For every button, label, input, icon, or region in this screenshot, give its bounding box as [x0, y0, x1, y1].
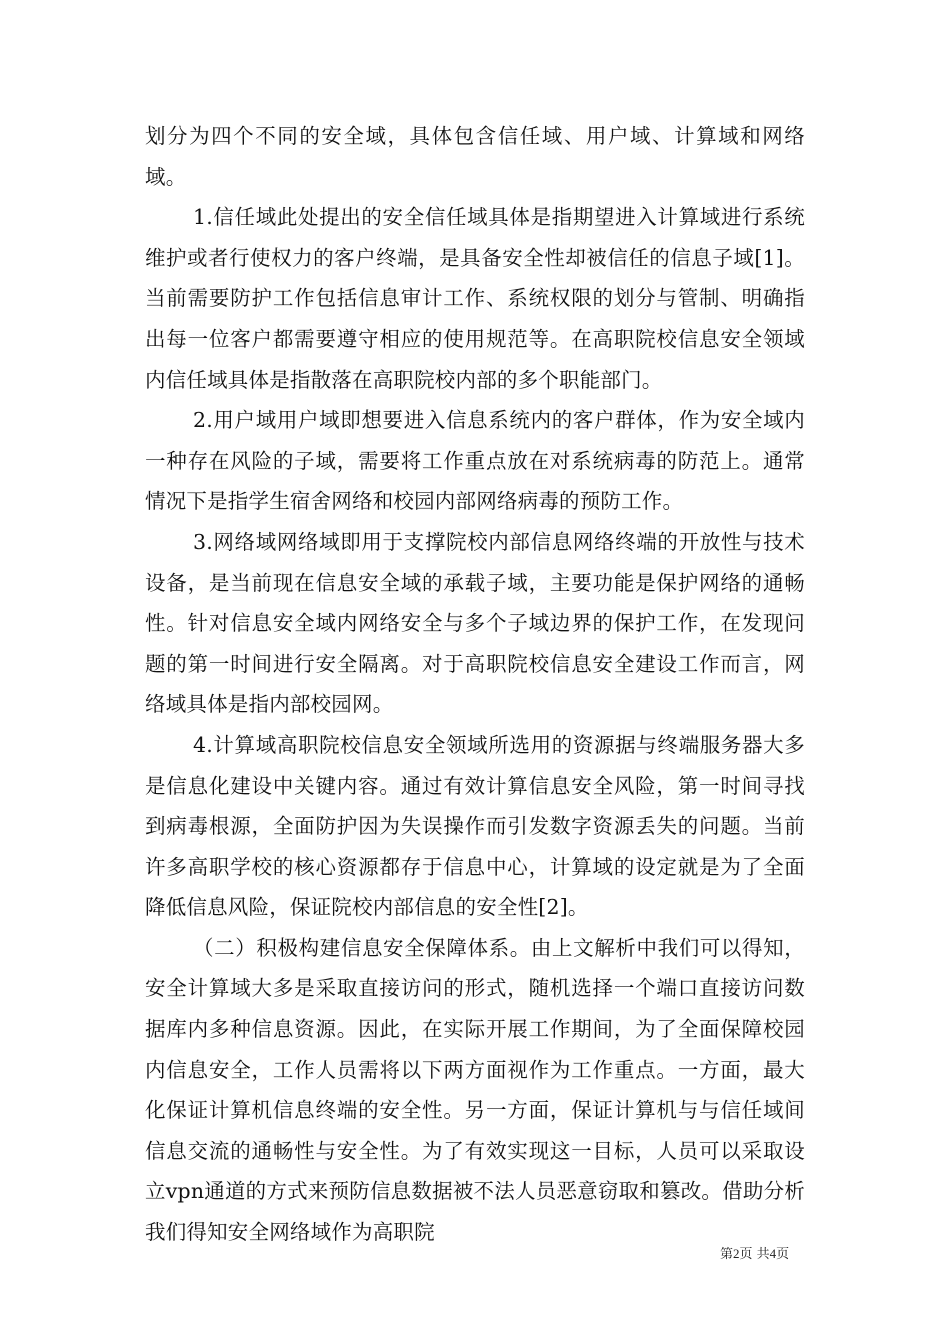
footer-prefix: 第 — [720, 1247, 734, 1262]
footer-middle: 页 共 — [739, 1247, 770, 1262]
paragraph-network-domain: 3.网络域网络域即用于支撑院校内部信息网络终端的开放性与技术设备，是当前现在信息安全域的承载子域，主要功能是保护网络的通畅性。针对信息安全域内网络安全与多个子域边界的保护工作，在发现问题的第一时间进行安全隔离。对于高职院校信息安全建设工作而言，网络域具体是指内部校园网。 — [145, 529, 805, 717]
paragraph-trust-domain: 1.信任域此处提出的安全信任域具体是指期望进入计算域进行系统维护或者行使权力的客户终端，是具备安全性却被信任的信息子域[1]。当前需要防护工作包括信息审计工作、系统权限的划分与管制、明确指出每一位客户都需要遵守相应的使用规范等。在高职院校信息安全领域内信任域具体是指散落在高职院校内部的多个职能部门。 — [145, 205, 805, 392]
paragraph-intro: 划分为四个不同的安全域，具体包含信任域、用户域、计算域和网络域。 — [145, 124, 805, 189]
document-body — [145, 116, 805, 1253]
paragraph-compute-domain: 4.计算域高职院校信息安全领域所选用的资源据与终端服务器大多是信息化建设中关键内容。通过有效计算信息安全风险，第一时间寻找到病毒根源，全面防护因为失误操作而引发数字资源丢失的问题。当前许多高职学校的核心资源都存于信息中心，计算域的设定就是为了全面降低信息风险，保证院校内部信息的安全性[2]。 — [145, 732, 805, 920]
paragraph-user-domain: 2.用户域用户域即想要进入信息系统内的客户群体，作为安全域内一种存在风险的子域，需要将工作重点放在对系统病毒的防范上。通常情况下是指学生宿舍网络和校园内部网络病毒的预防工作。 — [145, 408, 805, 514]
footer-suffix: 页 — [776, 1247, 790, 1262]
footer-total-pages: 4 — [769, 1246, 777, 1261]
footer-page-number: 2 — [733, 1246, 740, 1261]
paragraph-security-system: （二）积极构建信息安全保障体系。由上文解析中我们可以得知，安全计算域大多是采取直接访问的形式，随机选择一个端口直接访问数据库内多种信息资源。因此，在实际开展工作期间，为了全面保障校园内信息安全，工作人员需将以下两方面视作为工作重点。一方面，最大化保证计算机信息终端的安全性。另一方面，保证计算机与与信任域间信息交流的通畅性与安全性。为了有效实现这一目标，人员可以采取设立vpn通道的方式来预防信息数据被不法人员恶意窃取和篡改。借助分析我们得知安全网络域作为高职院 — [145, 935, 805, 1245]
page-footer — [720, 1246, 789, 1263]
